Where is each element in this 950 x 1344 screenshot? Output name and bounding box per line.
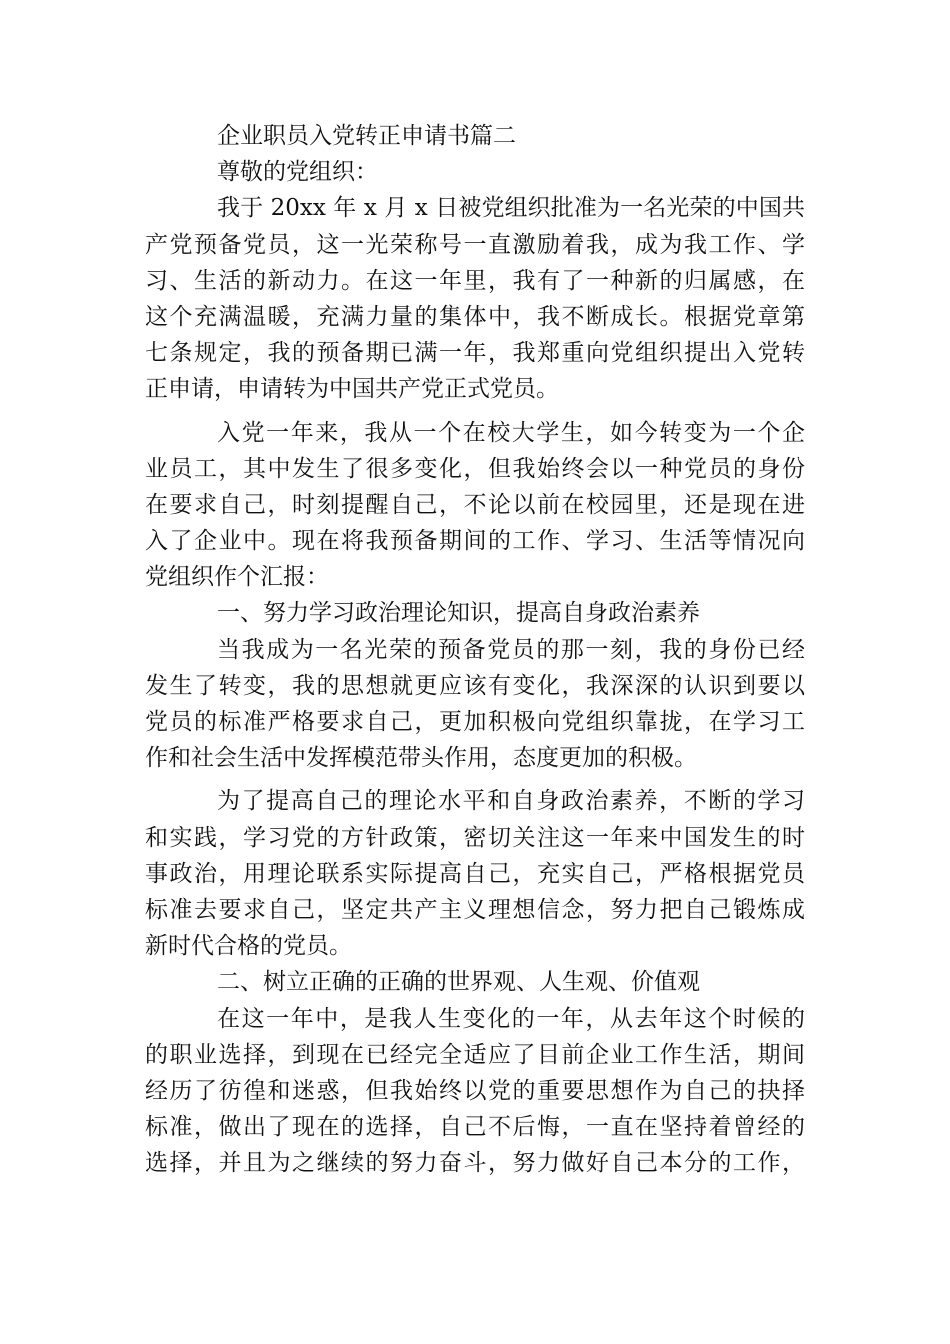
section-heading-1: 一、努力学习政治理论知识，提高自身政治素养 — [217, 600, 700, 627]
paragraph-line: 党员的标准严格要求自己，更加积极向党组织靠拢，在学习工 — [145, 709, 805, 735]
paragraph-line: 和实践，学习党的方针政策，密切关注这一年来中国发生的时 — [145, 824, 805, 851]
paragraph-line: 这个充满温暖，充满力量的集体中，我不断成长。根据党章第 — [145, 303, 805, 330]
paragraph-line: 在要求自己，时刻提醒自己，不论以前在校园里，还是现在进 — [145, 491, 805, 518]
paragraph-line: 业员工，其中发生了很多变化，但我始终会以一种党员的身份 — [145, 455, 805, 482]
paragraph-line: 作和社会生活中发挥模范带头作用，态度更加的积极。 — [145, 745, 697, 772]
paragraph-line: 入了企业中。现在将我预备期间的工作、学习、生活等情况向 — [145, 528, 805, 555]
paragraph-line: 习、生活的新动力。在这一年里，我有了一种新的归属感，在 — [145, 267, 805, 294]
paragraph-4 — [145, 783, 805, 964]
paragraph-line: 为了提高自己的理论水平和自身政治素养，不断的学习 — [217, 788, 805, 815]
paragraph-line: 新时代合格的党员。 — [145, 933, 352, 960]
paragraph-line: 发生了转变，我的思想就更应该有变化，我深深的认识到要以 — [145, 672, 805, 699]
paragraph-line: 正申请，申请转为中国共产党正式党员。 — [145, 376, 559, 403]
salutation: 尊敬的党组织： — [217, 159, 378, 186]
paragraph-line: 选择，并且为之继续的努力奋斗，努力做好自己本分的工作， — [145, 1150, 805, 1177]
paragraph-line: 经历了彷徨和迷惑，但我始终以党的重要思想作为自己的抉择 — [145, 1077, 805, 1104]
paragraph-line: 在这一年中，是我人生变化的一年，从去年这个时候的 — [217, 1005, 805, 1032]
paragraph-line: 事政治，用理论联系实际提高自己，充实自己，严格根据党员 — [145, 860, 805, 887]
document-page — [145, 118, 805, 1181]
paragraph-1 — [145, 190, 805, 407]
paragraph-3 — [145, 632, 805, 777]
paragraph-line: 入党一年来，我从一个在校大学生，如今转变为一个企 — [217, 419, 805, 446]
paragraph-2 — [145, 415, 805, 596]
paragraph-line: 的职业选择，到现在已经完全适应了目前企业工作生活，期间 — [145, 1041, 805, 1068]
document-title: 企业职员入党转正申请书篇二 — [217, 123, 516, 149]
paragraph-line: 七条规定，我的预备期已满一年，我郑重向党组织提出入党转 — [145, 340, 805, 367]
paragraph-line: 标准去要求自己，坚定共产主义理想信念，努力把自己锻炼成 — [145, 896, 805, 923]
paragraph-line: 党组织作个汇报： — [145, 564, 329, 591]
paragraph-line: 当我成为一名光荣的预备党员的那一刻，我的身份已经 — [217, 636, 805, 663]
paragraph-line: 标准，做出了现在的选择，自己不后悔，一直在坚持着曾经的 — [145, 1114, 805, 1141]
paragraph-5 — [145, 1001, 805, 1182]
paragraph-line: 产党预备党员，这一光荣称号一直激励着我，成为我工作、学 — [145, 231, 805, 258]
paragraph-line: 我于 20xx 年 x 月 x 日被党组织批准为一名光荣的中国共 — [217, 195, 805, 222]
section-heading-2: 二、树立正确的正确的世界观、人生观、价值观 — [217, 969, 700, 996]
